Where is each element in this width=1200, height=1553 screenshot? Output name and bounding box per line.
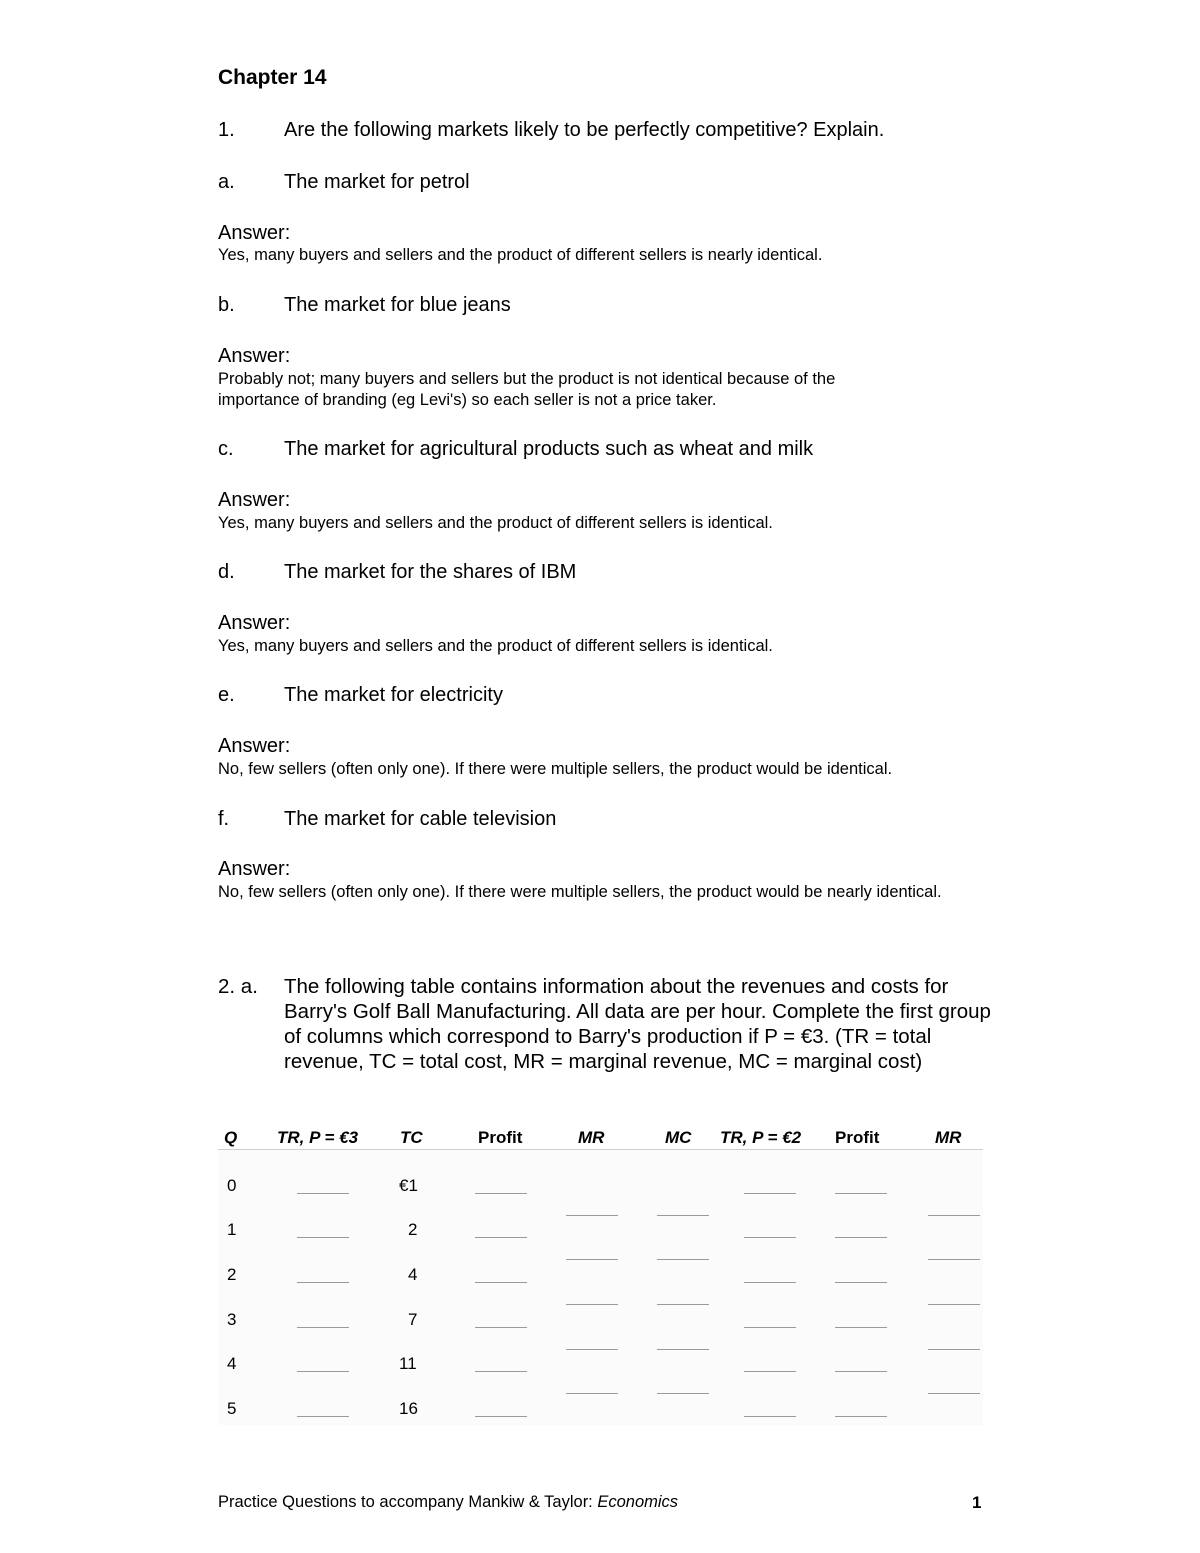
blank-tr-p3[interactable] [297,1193,349,1194]
header-tc: TC [400,1128,423,1147]
blank-tr-p2[interactable] [744,1237,796,1238]
page-footer [218,1493,678,1512]
blank-mc[interactable] [657,1215,709,1216]
answer-label: Answer: [218,489,291,511]
item-text: The market for electricity [284,684,503,706]
blank-tr-p3[interactable] [297,1237,349,1238]
tc-cell: 7 [408,1310,418,1329]
q-cell: 5 [227,1399,237,1418]
header-mc: MC [665,1128,692,1147]
blank-mr-2[interactable] [928,1349,980,1350]
item-letter: b. [218,294,235,316]
blank-tr-p3[interactable] [297,1282,349,1283]
blank-tr-p3[interactable] [297,1416,349,1417]
answer-text: Yes, many buyers and sellers and the product of different sellers is identical. [218,514,773,532]
blank-tr-p2[interactable] [744,1371,796,1372]
blank-profit-2[interactable] [835,1237,887,1238]
tc-cell: 11 [399,1354,417,1373]
footer-text: Practice Questions to accompany Mankiw & Taylor: [218,1493,598,1511]
blank-mr-1[interactable] [566,1259,618,1260]
blank-tr-p2[interactable] [744,1193,796,1194]
answer-text: Yes, many buyers and sellers and the product of different sellers is nearly identical. [218,246,823,264]
q-cell: 3 [227,1310,237,1329]
blank-profit-1[interactable] [475,1327,527,1328]
q-cell: 0 [227,1176,237,1195]
answer-label: Answer: [218,735,291,757]
header-mr-1: MR [578,1128,605,1147]
blank-profit-2[interactable] [835,1416,887,1417]
item-text: The market for agricultural products such as wheat and milk [284,438,814,460]
answer-label: Answer: [218,222,291,244]
item-text: The market for the shares of IBM [284,561,577,583]
answer-text: No, few sellers (often only one). If there were multiple sellers, the product would be nearly identical. [218,883,942,901]
item-text: The market for cable television [284,808,557,830]
blank-mr-2[interactable] [928,1215,980,1216]
blank-mr-2[interactable] [928,1259,980,1260]
item-text: The market for petrol [284,171,470,193]
item-letter: a. [218,171,235,193]
blank-profit-1[interactable] [475,1193,527,1194]
item-letter: e. [218,684,235,706]
q-cell: 2 [227,1265,237,1284]
blank-mc[interactable] [657,1259,709,1260]
q-cell: 1 [227,1220,237,1239]
header-tr-p2: TR, P = €2 [720,1128,802,1147]
blank-profit-1[interactable] [475,1282,527,1283]
tc-cell: 4 [408,1265,418,1284]
chapter-title: Chapter 14 [218,66,327,89]
blank-tr-p3[interactable] [297,1371,349,1372]
blank-tr-p2[interactable] [744,1327,796,1328]
blank-mc[interactable] [657,1349,709,1350]
header-tr-p3: TR, P = €3 [277,1128,359,1147]
blank-profit-2[interactable] [835,1327,887,1328]
blank-tr-p2[interactable] [744,1282,796,1283]
item-letter: c. [218,438,234,460]
header-q: Q [224,1128,238,1147]
answer-label: Answer: [218,858,291,880]
page-number: 1 [972,1493,982,1512]
answer-label: Answer: [218,612,291,634]
answer-text: No, few sellers (often only one). If there were multiple sellers, the product would be identical. [218,760,893,778]
header-mr-2: MR [935,1128,962,1147]
header-divider [218,1149,983,1150]
blank-mr-1[interactable] [566,1215,618,1216]
blank-mr-1[interactable] [566,1393,618,1394]
blank-mr-1[interactable] [566,1304,618,1305]
blank-profit-1[interactable] [475,1371,527,1372]
blank-profit-2[interactable] [835,1282,887,1283]
blank-mr-2[interactable] [928,1304,980,1305]
q-cell: 4 [227,1354,237,1373]
revenue-cost-table [218,1120,983,1425]
tc-cell: 16 [399,1399,418,1418]
question-text: The following table contains information about the revenues and costs for Barry's Golf Ball Manufacturing. All data are per hour. Complete the first group of columns which correspond to Barry's production if P = €3. (TR = total revenue, TC = total cost, MR = marginal revenue, MC = marginal cost) [284,975,991,1073]
header-profit-1: Profit [478,1128,523,1147]
blank-mc[interactable] [657,1393,709,1394]
blank-profit-2[interactable] [835,1193,887,1194]
blank-mc[interactable] [657,1304,709,1305]
header-profit-2: Profit [835,1128,880,1147]
item-text: The market for blue jeans [284,294,511,316]
blank-profit-2[interactable] [835,1371,887,1372]
question-number: 1. [218,119,235,141]
question-number: 2. a. [218,975,258,998]
footer-book-title: Economics [597,1493,679,1511]
answer-label: Answer: [218,345,291,367]
answer-text: Probably not; many buyers and sellers but the product is not identical because of the importance of branding (eg Levi's) so each seller is not a price taker. [218,370,836,409]
blank-tr-p3[interactable] [297,1327,349,1328]
answer-text: Yes, many buyers and sellers and the product of different sellers is identical. [218,637,773,655]
item-letter: f. [218,808,230,830]
blank-mr-2[interactable] [928,1393,980,1394]
blank-profit-1[interactable] [475,1416,527,1417]
blank-profit-1[interactable] [475,1237,527,1238]
tc-cell: €1 [399,1176,418,1195]
item-letter: d. [218,561,235,583]
blank-mr-1[interactable] [566,1349,618,1350]
question-text: Are the following markets likely to be perfectly competitive? Explain. [284,119,885,141]
blank-tr-p2[interactable] [744,1416,796,1417]
table-body-background [218,1150,983,1425]
tc-cell: 2 [408,1220,418,1239]
